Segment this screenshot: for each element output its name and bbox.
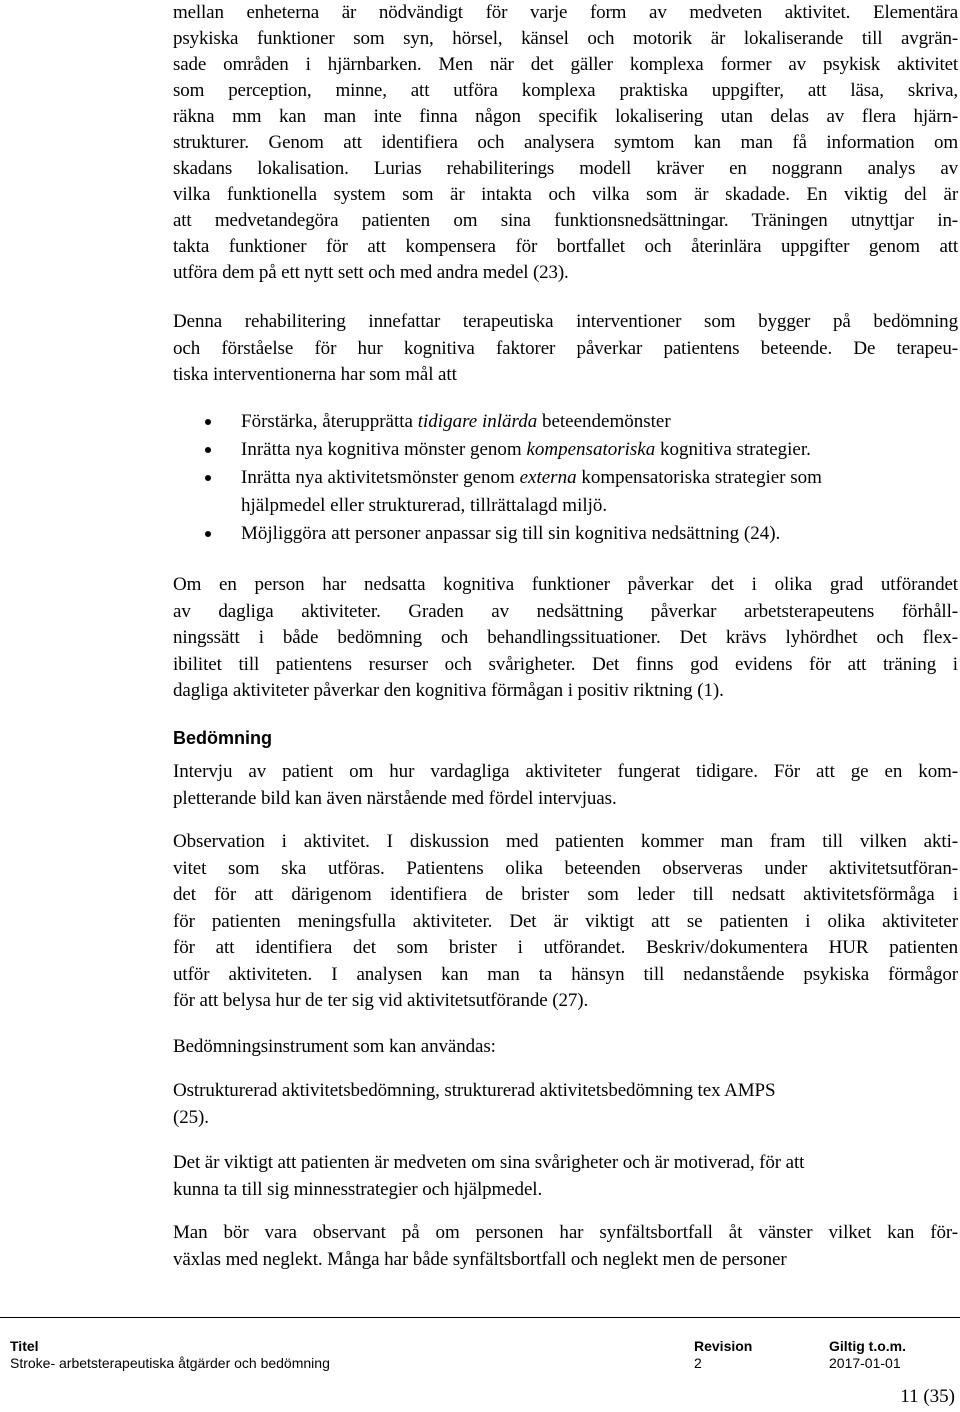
footer-divider [0, 1317, 960, 1318]
footer-title-label: Titel [10, 1338, 39, 1354]
text-line: Man bör vara observant på om personen har synfältsbortfall åt vänster vilket kan för- [173, 1222, 958, 1243]
footer-revision-value: 2 [694, 1355, 702, 1371]
interview-paragraph [173, 759, 958, 812]
text-line: psykiska funktioner som syn, hörsel, känsel och motorik är lokaliserande till avgrän- [173, 28, 958, 49]
text-line: skadans lokalisation. Lurias rehabiliterings modell kräver en noggrann analys av [173, 158, 958, 179]
text-line: för att identifiera det som brister i utförandet. Beskriv/dokumentera HUR patienten [173, 937, 958, 958]
text-line: växlas med neglekt. Många har både synfältsbortfall och neglekt men de personer [173, 1248, 787, 1270]
list-item: Inrätta nya kognitiva mönster genom kompensatoriska kognitiva strategier. [0, 436, 960, 464]
text-line: strukturer. Genom att identifiera och analysera symtom kan man få information om [173, 132, 958, 153]
instruments-label: Bedömningsinstrument som kan användas: [173, 1036, 496, 1057]
neglect-paragraph [173, 1220, 958, 1273]
text-line: takta funktioner för att kompensera för bortfallet och återinlära uppgifter genom att [173, 236, 958, 257]
text-line: ningssätt i både bedömning och behandlingssituationer. Det krävs lyhördhet och flex- [173, 627, 958, 648]
text-line: för att belysa hur de ter sig vid aktivitetsutförande (27). [173, 990, 589, 1011]
text-line: Denna rehabilitering innefattar terapeutiska interventioner som bygger på bedömning [173, 311, 958, 332]
text-line: sade områden i hjärnbarken. Men när det gäller komplexa former av psykisk aktivitet [173, 54, 958, 75]
text-line: mellan enheterna är nödvändigt för varje form av medveten aktivitet. Elementära [173, 2, 958, 23]
bullet-icon [205, 419, 211, 425]
impairment-paragraph [173, 572, 958, 705]
text-line: utför aktiviteten. I analysen kan man ta hänsyn till nedanstående psykiska förmågor [173, 963, 958, 985]
footer-revision-label: Revision [694, 1338, 753, 1354]
list-item: Förstärka, återupprätta tidigare inlärda beteendemönster [0, 408, 960, 436]
text-line: Ostrukturerad aktivitetsbedömning, strukturerad aktivitetsbedömning tex AMPS [173, 1080, 776, 1101]
text-line: (25). [173, 1106, 209, 1128]
text-line: och förståelse för hur kognitiva faktorer påverkar patientens beteende. De terapeu- [173, 337, 958, 359]
bullet-icon [205, 531, 211, 537]
footer-title-value: Stroke- arbetsterapeutiska åtgärder och bedömning [10, 1355, 330, 1371]
text-line: som perception, minne, att utföra komplexa praktiska uppgifter, att läsa, skriva, [173, 80, 958, 101]
goals-list [0, 408, 960, 548]
text-line: kunna ta till sig minnesstrategier och hjälpmedel. [173, 1178, 543, 1200]
list-item: Möjliggöra att personer anpassar sig till sin kognitiva nedsättning (24). [0, 520, 960, 548]
text-line: det för att därigenom identifiera de brister som leder till nedsatt aktivitetsförmåga i [173, 884, 958, 905]
footer-valid-value: 2017-01-01 [829, 1355, 901, 1371]
text-line: ibilitet till patientens resurser och svårigheter. Det finns god evidens för att träning i [173, 653, 958, 675]
text-line: vitet som ska utföras. Patientens olika beteenden observeras under aktivitetsutföran- [173, 857, 958, 879]
text-line: Det är viktigt att patienten är medveten om sina svårigheter och är motiverad, för att [173, 1152, 805, 1173]
text-line: för patienten meningsfulla aktiviteter. Det är viktigt att se patienten i olika aktiviteter [173, 910, 958, 932]
observation-paragraph [173, 829, 958, 1015]
rehab-paragraph [173, 309, 958, 389]
bullet-icon [205, 475, 211, 481]
text-line: utföra dem på ett nytt sett och med andra medel (23). [173, 262, 569, 283]
text-line: tiska interventionerna har som mål att [173, 364, 457, 385]
text-line: Intervju av patient om hur vardagliga aktiviteter fungerat tidigare. För att ge en kom- [173, 761, 958, 782]
footer-valid-label: Giltig t.o.m. [829, 1338, 906, 1354]
list-item: Inrätta nya aktivitetsmönster genom externa kompensatoriska strategier som hjälpmedel eller strukturerad, tillrättalagd miljö. [0, 464, 960, 520]
motivation-paragraph [173, 1150, 958, 1203]
text-line: dagliga aktiviteter påverkar den kognitiva förmågan i positiv riktning (1). [173, 680, 724, 701]
bullet-icon [205, 447, 211, 453]
text-line: vilka funktionella system som är intakta och vilka som är skadade. En viktig del är [173, 184, 958, 205]
instruments-paragraph [173, 1078, 958, 1131]
text-line: Om en person har nedsatta kognitiva funktioner påverkar det i olika grad utförandet [173, 574, 958, 595]
text-line: räkna mm kan man inte finna någon specifik lokalisering utan delas av flera hjärn- [173, 106, 958, 127]
text-line: att medvetandegöra patienten om sina funktionsnedsättningar. Träningen utnyttjar in- [173, 210, 958, 231]
section-heading: Bedömning [173, 728, 272, 748]
text-line: Observation i aktivitet. I diskussion med patienten kommer man fram till vilken akti- [173, 831, 958, 852]
text-line: av dagliga aktiviteter. Graden av nedsättning påverkar arbetsterapeutens förhåll- [173, 600, 958, 622]
page-number: 11 (35) [900, 1386, 955, 1407]
text-line: pletterande bild kan även närstående med fördel intervjuas. [173, 787, 617, 809]
intro-paragraph [173, 0, 958, 286]
